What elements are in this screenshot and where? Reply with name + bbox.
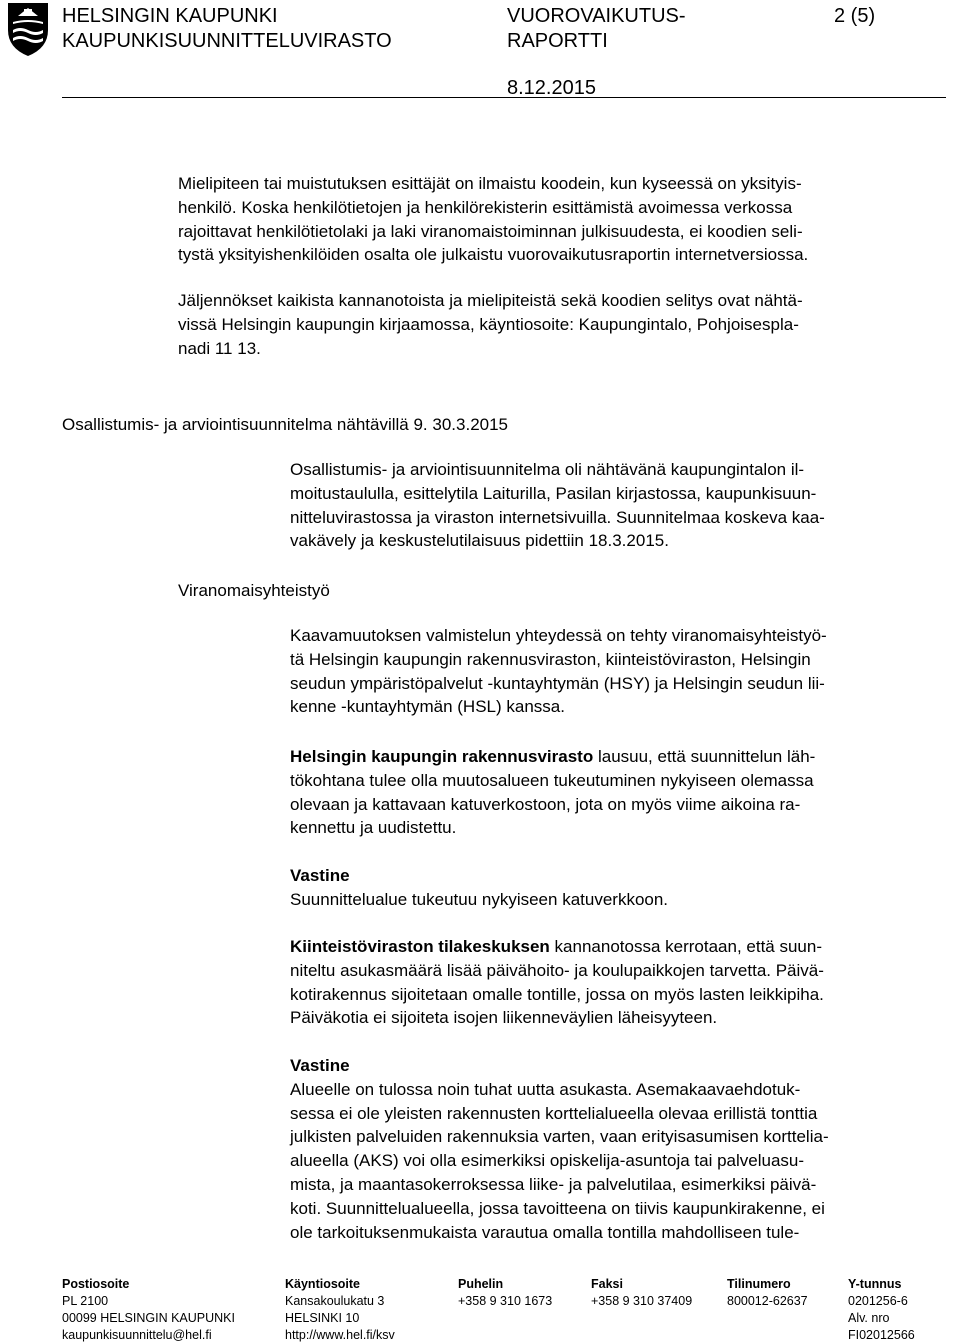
helsinki-crest-logo (4, 0, 52, 58)
footer-phone: Puhelin +358 9 310 1673 (458, 1277, 553, 1308)
vastine-1-title: Vastine (290, 866, 350, 885)
side-label-viranomaisyhteistyo: Viranomaisyhteistyö (178, 581, 330, 600)
footer-fax: Faksi +358 9 310 37409 (591, 1277, 693, 1308)
org-name: HELSINGIN KAUPUNKI (62, 5, 278, 27)
footer-visiting-address: Käyntiosoite Kansakoulukatu 3 HELSINKI 10 http://www.hel.fi/ksv (285, 1277, 395, 1342)
footer-postal-address: Postiosoite PL 2100 00099 HELSINGIN KAUPUNKI kaupunkisuunnittelu@hel.fi (62, 1277, 235, 1342)
vastine-2-title: Vastine (290, 1056, 350, 1075)
rakennusvirasto-label: Helsingin kaupungin rakennusvirasto (290, 747, 594, 766)
doc-date: 8.12.2015 (507, 77, 596, 99)
section-heading: Osallistumis- ja arviointisuunnitelma nähtävillä 9. 30.3.2015 (62, 415, 509, 434)
copies-paragraph: Jäljennökset kaikista kannanotoista ja mielipiteistä sekä koodien selitys ovat nähtä- vissä Helsingin kaupungin kirjaamossa, käyntiosoite: Kaupungintalo, Pohjoisespla- nadi 11 13. (178, 291, 803, 358)
footer-website-link[interactable]: http://www.hel.fi/ksv (285, 1328, 395, 1342)
vastine-1: Vastine Suunnittelualue tukeutuu nykyiseen katuverkkoon. (290, 866, 669, 909)
footer-account-number: Tilinumero 800012-62637 (727, 1277, 808, 1308)
vastine-2: Vastine Alueelle on tulossa noin tuhat uutta asukasta. Asemakaavaehdotuk- sessa ei ole yleisten rakennusten korttelialueella olevaa erillistä tonttia julkisten palveluiden rakennuksia varten, vaan erityisasumisen korttelia- alueella (AKS) voi olla esimerkiksi opiskelija-asuntoja tai palveluasu- mista, ja maantasokerroksessa liike- ja palvelutilaa, esimerkiksi päivä- koti. Suunnittelualueella, jossa tavoitteena on tiivis kaupunkirakenne, ei ole tarkoituksenmukaista varautua omalla tontilla mahdolliseen tule- (290, 1056, 829, 1242)
footer-email-link[interactable]: kaupunkisuunnittelu@hel.fi (62, 1328, 212, 1342)
doc-type-line2: RAPORTTI (507, 30, 608, 52)
footer-business-id: Y-tunnus 0201256-6 Alv. nro FI02012566 (848, 1277, 915, 1342)
oas-paragraph: Osallistumis- ja arviointisuunnitelma oli nähtävänä kaupungintalon il- moitustaululla, esittelytila Laiturilla, Pasilan kirjastossa, kaupunkisuun- nitteluvirastossa ja viraston internetsivuilla. Suunnitelmaa koskeva kaa- vakävely ja keskustelutilaisuus pidettiin 18.3.2015. (290, 460, 825, 551)
intro-paragraph: Mielipiteen tai muistutuksen esittäjät on ilmaistu koodein, kun kyseessä on yksityis- henkilö. Koska henkilötietojen ja henkilörekisterin esittämistä avoimessa verkossa rajoittavat henkilötietolaki ja laki viranomaistoiminnan julkisuudesta, ei koodien seli- tystä yksityishenkilöiden osalta ole julkaistu vuorovaikutusraportin internetversiossa. (178, 174, 809, 265)
kiinteistovirasto-paragraph: Kiinteistöviraston tilakeskuksen kannanotossa kerrotaan, että suun- niteltu asukasmäärä lisää päivähoito- ja koulupaikkojen tarvetta. Päivä- kotirakennus sijoitetaan omalle tontille, jossa on myös lasten leikkipiha. Päiväkotia ei sijoiteta isojen liikenneväylien läheisyyteen. (290, 937, 824, 1028)
cooperation-paragraph: Kaavamuutoksen valmistelun yhteydessä on tehty viranomaisyhteistyö- tä Helsingin kaupungin rakennusviraston, kiinteistöviraston, Helsingin seudun ympäristöpalvelut -kuntayhtymän (HSY) ja Helsingin seudun lii- kenne -kuntayhtymän (HSL) kanssa. (290, 626, 827, 717)
kiinteistovirasto-label: Kiinteistöviraston tilakeskuksen (290, 937, 550, 956)
department-name: KAUPUNKISUUNNITTELUVIRASTO (62, 30, 392, 52)
rakennusvirasto-paragraph: Helsingin kaupungin rakennusvirasto lausuu, että suunnittelun läh- tökohtana tulee olla muutosalueen tukeutuminen nykyiseen olemassa olevaan ja kattavaan katuverkostoon, jota on myös viime aikoina ra- kennettu ja uudistettu. (290, 747, 816, 838)
header-divider (62, 97, 946, 98)
doc-type-line1: VUOROVAIKUTUS- (507, 5, 686, 27)
page-number: 2 (5) (834, 5, 876, 27)
